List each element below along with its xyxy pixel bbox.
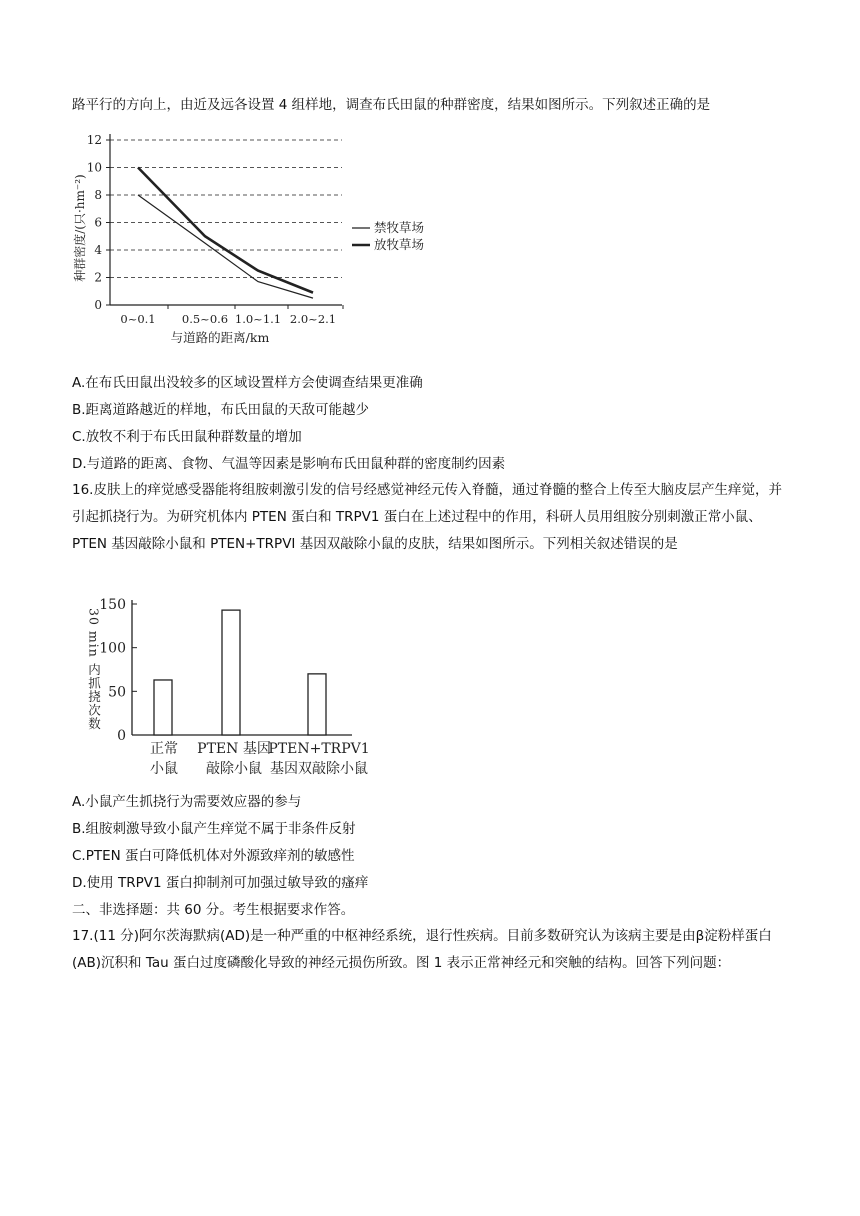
- x-category-label: 基因双敲除小鼠: [270, 761, 368, 777]
- population-density-line-chart: [70, 128, 450, 353]
- x-tick-label: 0.5~0.6: [181, 312, 229, 326]
- x-category-label: 小鼠: [150, 761, 178, 777]
- section-heading: 二、非选择题：共 60 分。考生根据要求作答。: [72, 902, 355, 918]
- q15-option-a: A.在布氏田鼠出没较多的区域设置样方会使调查结果更准确: [72, 375, 423, 391]
- q16-figure: [82, 590, 432, 789]
- x-tick-label: 2.0~2.1: [289, 312, 337, 326]
- y-tick-label: 6: [94, 215, 102, 230]
- q16-option-c: C.PTEN 蛋白可降低机体对外源致痒剂的敏感性: [72, 848, 355, 864]
- y-tick-label: 150: [99, 597, 126, 613]
- bar: [222, 610, 240, 735]
- y-axis-title: 种群密度/(只·hm⁻²): [73, 174, 87, 282]
- y-tick-label: 0: [94, 298, 102, 312]
- x-axis-title: 与道路的距离/km: [170, 330, 270, 345]
- bar: [154, 680, 172, 735]
- q15-figure: [70, 128, 450, 357]
- q15-option-c: C.放牧不利于布氏田鼠种群数量的增加: [72, 429, 302, 445]
- q16-option-a: A.小鼠产生抓挠行为需要效应器的参与: [72, 794, 302, 810]
- q16-option-d: D.使用 TRPV1 蛋白抑制剂可加强过敏导致的瘙痒: [72, 875, 369, 891]
- x-tick-label: 1.0~1.1: [234, 312, 282, 326]
- y-tick-label: 50: [108, 684, 126, 701]
- x-category-label: 正常: [150, 741, 178, 757]
- y-tick-label: 8: [94, 188, 102, 202]
- y-tick-label: 0: [117, 728, 126, 744]
- q16-stem: 16.皮肤上的痒觉感受器能将组胺刺激引发的信号经感觉神经元传入脊髓，通过脊髓的整合上传至大脑皮层产生痒觉，并引起抓挠行为。为研究机体内 PTEN 蛋白和 TRPV1 蛋白在上述过程中的作用，科研人员用组胺分别刺激正常小鼠、PTEN 基因敲除小鼠和 PTEN+TRPVI 基因双敲除小鼠的皮肤，结果如图所示。下列相关叙述错误的是: [72, 482, 782, 552]
- y-tick-label: 2: [94, 270, 102, 285]
- q17-stem: 17.(11 分)阿尔茨海默病(AD)是一种严重的中枢神经系统，退行性疾病。目前多数研究认为该病主要是由β淀粉样蛋白(AB)沉积和 Tau 蛋白过度磷酸化导致的神经元损伤所致。图 1 表示正常神经元和突触的结构。回答下列问题：: [72, 928, 772, 971]
- x-tick-label: 0~0.1: [120, 312, 156, 326]
- x-category-label: 敲除小鼠: [206, 761, 262, 777]
- q15-stem: 路平行的方向上，由近及远各设置 4 组样地，调查布氏田鼠的种群密度，结果如图所示。下列叙述正确的是: [72, 97, 711, 113]
- y-axis-title: 30 min 内抓挠次数: [86, 608, 102, 731]
- scratch-count-bar-chart: [82, 590, 432, 785]
- q15-option-d: D.与道路的距离、食物、气温等因素是影响布氏田鼠种群的密度制约因素: [72, 456, 506, 472]
- q16-option-b: B.组胺刺激导致小鼠产生痒觉不属于非条件反射: [72, 821, 356, 837]
- bar: [308, 674, 326, 735]
- series-line: [138, 168, 313, 293]
- legend-label: 禁牧草场: [374, 220, 425, 235]
- x-category-label: PTEN+TRPV1: [268, 741, 370, 757]
- y-tick-label: 4: [94, 243, 102, 257]
- y-tick-label: 100: [99, 640, 126, 657]
- y-tick-label: 12: [86, 133, 102, 147]
- q15-option-b: B.距离道路越近的样地，布氏田鼠的天敌可能越少: [72, 402, 370, 418]
- x-category-label: PTEN 基因: [197, 741, 271, 757]
- legend-label: 放牧草场: [374, 237, 425, 252]
- y-tick-label: 10: [86, 160, 102, 175]
